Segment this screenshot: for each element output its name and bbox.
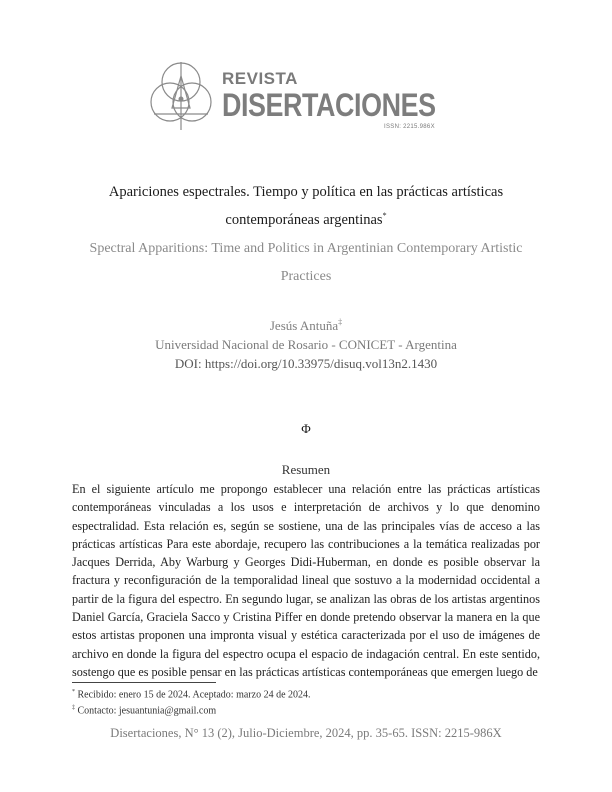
footnote-mark-1: * [72, 689, 75, 695]
abstract-heading: Resumen [281, 462, 331, 477]
english-title-line-2: Practices [280, 269, 332, 284]
journal-logo [146, 52, 446, 142]
logo-journal-name: DISERTACIONES [222, 87, 436, 123]
abstract-text: En el siguiente artículo me propongo establecer una relación entre las prácticas artísticas contemporáneas vinculadas a los usos e interpretación de archivos y lo que denomino espectralidad. Esta relación es, según se sostiene, una de las principales vías de acceso a las prácticas artísticas Para este abordaje, recupero las contribuciones a la temática realizadas por Jacques Derrida, Aby Warburg y Georges Didi-Huberman, en donde es posible observar la fractura y reconfiguración de la temporalidad lineal que sostuvo a la modernidad occidental a partir de la figura del espectro. En segundo lugar, se analizan las obras de los artistas argentinos Daniel García, Graciela Sacco y Cristina Piffer en donde pretendo observar la manera en la que estos artistas proponen una impronta visual y estética caracterizada por el uso de imágenes de archivo en donde la figura del espectro ocupa el espacio de indagación central. En este sentido, sostengo que es posible pensar en las prácticas artísticas contemporáneas que emergen luego de [72, 482, 540, 679]
author-footnote-mark[interactable]: ‡ [338, 317, 343, 327]
page-footer-citation: Disertaciones, N° 13 (2), Julio-Diciembre, 2024, pp. 35-65. ISSN: 2215-986X [110, 726, 502, 740]
author-affiliation: Universidad Nacional de Rosario - CONICET - Argentina [155, 337, 457, 352]
journal-emblem-icon [146, 52, 216, 142]
footnote-mark-2: ‡ [72, 705, 75, 711]
contact-email[interactable]: jesuantunia@gmail.com [118, 705, 217, 717]
footnote-received-text: enero 15 de 2024. Aceptado: marzo 24 de 2024. [118, 689, 311, 701]
article-title-text-2: contemporáneas argentinas [225, 212, 383, 228]
doi-line [60, 356, 552, 372]
section-separator: Φ [301, 421, 311, 436]
footnote-divider [72, 682, 216, 683]
footnote-received [72, 689, 311, 700]
logo-issn: ISSN: 2215.986X [384, 124, 435, 130]
footnote-contact [72, 705, 216, 716]
footnote-contact-label: Contacto: [77, 705, 117, 717]
author-name: Jesús Antuña [269, 318, 339, 333]
doi-link[interactable]: https://doi.org/10.33975/disuq.vol13n2.1430 [204, 356, 438, 371]
article-title-text-1: Apariciones espectrales. Tiempo y política en las prácticas artísticas [108, 184, 504, 200]
english-title-line-1: Spectral Apparitions: Time and Politics in Argentinian Contemporary Artistic [89, 241, 523, 256]
author-line [60, 318, 552, 334]
article-title-line-1 [60, 184, 552, 201]
article-title-line-2 [60, 212, 552, 229]
title-footnote-mark[interactable]: * [382, 211, 387, 221]
footnote-received-label: Recibido: [77, 689, 117, 701]
logo-revista-text: REVISTA [222, 69, 298, 88]
doi-label: DOI: [174, 356, 202, 371]
